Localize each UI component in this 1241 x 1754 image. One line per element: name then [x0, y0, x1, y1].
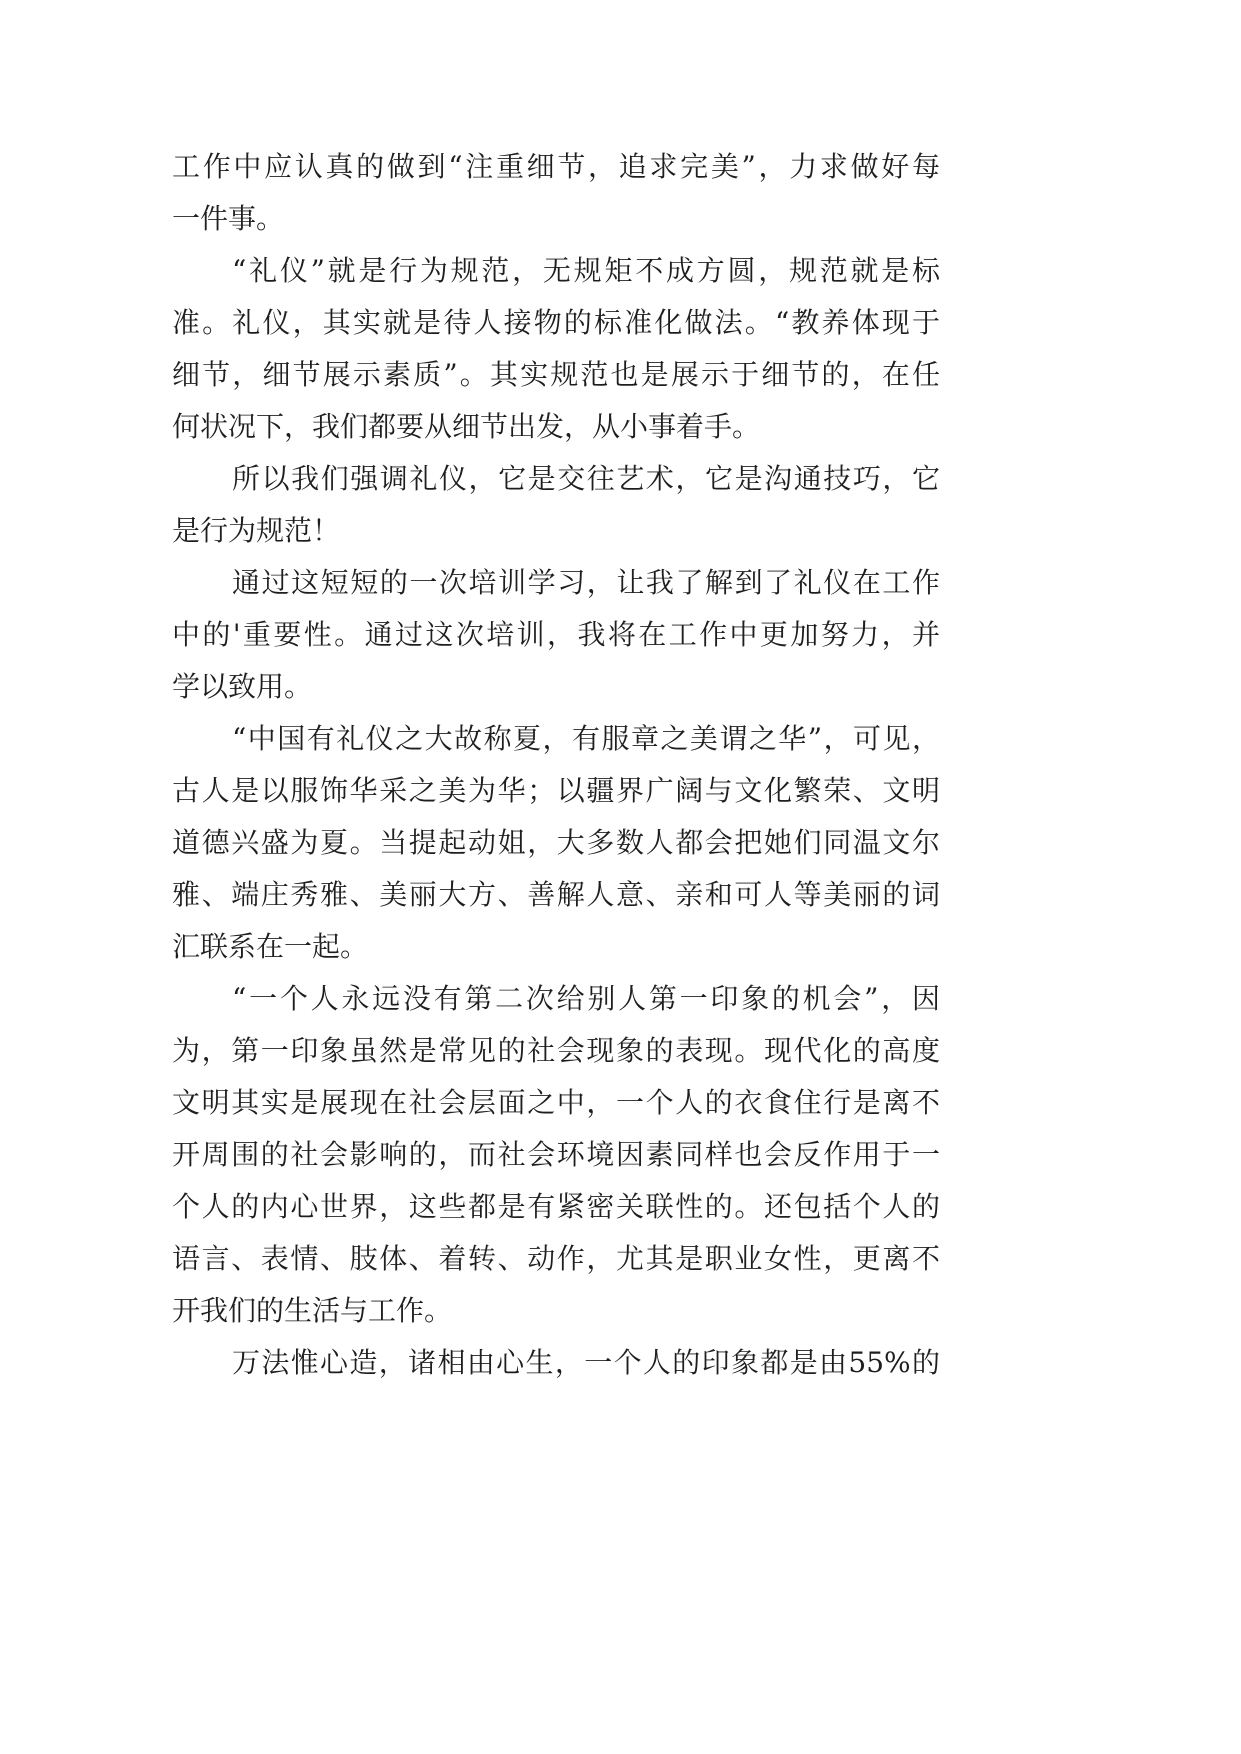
text-line: 个人的内心世界，这些都是有紧密关联性的。还包括个人的 — [172, 1190, 940, 1223]
text-line: “礼仪”就是行为规范，无规矩不成方圆，规范就是标 — [232, 254, 940, 287]
text-line: 通过这短短的一次培训学习，让我了解到了礼仪在工作 — [232, 566, 940, 599]
text-line: 开我们的生活与工作。 — [172, 1294, 453, 1327]
text-line: 工作中应认真的做到“注重细节，追求完美”，力求做好每 — [172, 150, 940, 183]
text-line: 所以我们强调礼仪，它是交往艺术，它是沟通技巧，它 — [232, 462, 940, 495]
text-line: “中国有礼仪之大故称夏，有服章之美谓之华”，可见， — [232, 722, 940, 755]
text-line: 雅、端庄秀雅、美丽大方、善解人意、亲和可人等美丽的词 — [172, 878, 940, 911]
text-line: 准。礼仪，其实就是待人接物的标准化做法。“教养体现于 — [172, 306, 940, 339]
paragraph — [172, 141, 940, 245]
text-line: 语言、表情、肢体、着转、动作，尤其是职业女性，更离不 — [172, 1242, 940, 1275]
text-line: 何状况下，我们都要从细节出发，从小事着手。 — [172, 410, 761, 443]
text-line: 是行为规范！ — [172, 514, 341, 547]
paragraph — [172, 1337, 940, 1389]
text-line: 开周围的社会影响的，而社会环境因素同样也会反作用于一 — [172, 1138, 940, 1171]
text-line: 文明其实是展现在社会层面之中，一个人的衣食住行是离不 — [172, 1086, 940, 1119]
text-line: “一个人永远没有第二次给别人第一印象的机会”，因 — [232, 982, 940, 1015]
text-line: 古人是以服饰华采之美为华；以疆界广阔与文化繁荣、文明 — [172, 774, 940, 807]
paragraph — [172, 713, 940, 973]
text-line: 汇联系在一起。 — [172, 930, 369, 963]
text-line: 为，第一印象虽然是常见的社会现象的表现。现代化的高度 — [172, 1034, 940, 1067]
paragraph — [172, 245, 940, 453]
text-line: 一件事。 — [172, 202, 285, 235]
paragraph — [172, 453, 940, 557]
text-line: 万法惟心造，诸相由心生，一个人的印象都是由55%的 — [232, 1346, 940, 1379]
text-line: 中的'重要性。通过这次培训，我将在工作中更加努力，并 — [172, 618, 940, 651]
text-line: 道德兴盛为夏。当提起动姐，大多数人都会把她们同温文尔 — [172, 826, 940, 859]
paragraph — [172, 973, 940, 1337]
paragraph — [172, 557, 940, 713]
text-line: 学以致用。 — [172, 670, 313, 703]
text-line: 细节，细节展示素质”。其实规范也是展示于细节的，在任 — [172, 358, 940, 391]
body-text — [172, 141, 940, 1389]
